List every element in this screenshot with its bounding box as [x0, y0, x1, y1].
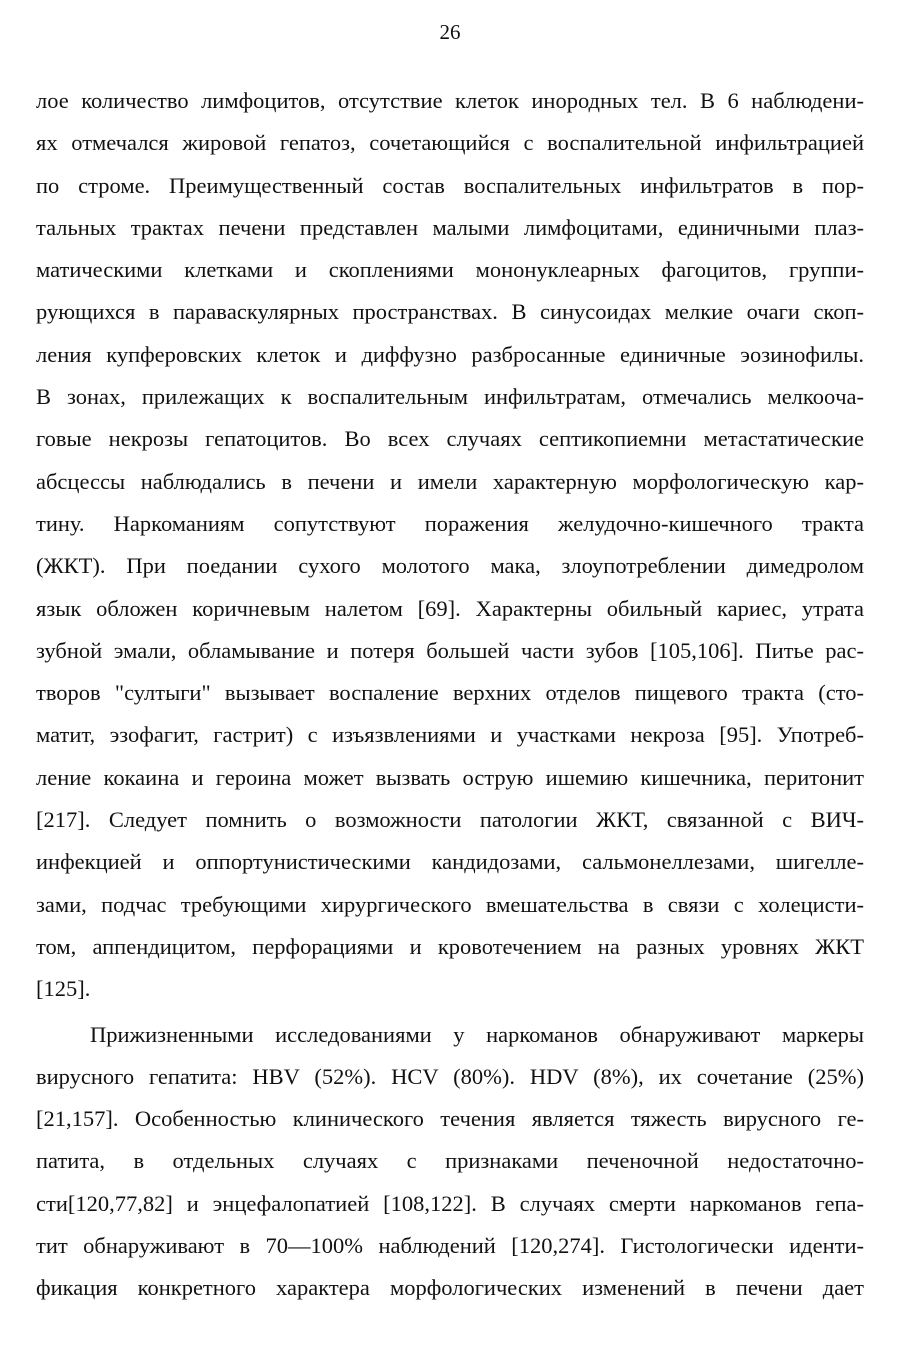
paragraph-1	[36, 80, 864, 1011]
text-line: ях отмечался жировой гепатоз, сочетающийся с воспалительной инфильтрацией	[36, 130, 864, 156]
text-line: ление кокаина и героина может вызвать острую ишемию кишечника, перитонит	[36, 764, 864, 790]
text-line: [125].	[36, 976, 91, 1002]
text-line: патита, в отдельных случаях с признаками печеночной недостаточно-	[36, 1148, 864, 1174]
text-line: говые некрозы гепатоцитов. Во всех случаях септикопиемни метастатические	[36, 426, 864, 452]
paragraph-2	[36, 1014, 864, 1310]
text-line: ления купферовских клеток и диффузно разбросанные единичные эозинофилы.	[36, 341, 864, 367]
text-line: [217]. Следует помнить о возможности патологии ЖКТ, связанной с ВИЧ-	[36, 807, 864, 833]
text-line: том, аппендицитом, перфорациями и кровотечением на разных уровнях ЖКТ	[36, 933, 864, 959]
text-line: В зонах, прилежащих к воспалительным инфильтратам, отмечались мелкоoча-	[36, 384, 864, 410]
text-line: зубной эмали, обламывание и потеря большей части зубов [105,106]. Питье рас-	[36, 637, 864, 663]
page-number: 26	[439, 20, 461, 44]
text-line: тальных трактах печени представлен малыми лимфоцитами, единичными плаз-	[36, 214, 864, 240]
text-line: сти[120,77,82] и энцефалопатией [108,122]. В случаях смерти наркоманов гепа-	[36, 1190, 864, 1216]
text-line: тит обнаруживают в 70—100% наблюдений [120,274]. Гистологически иденти-	[36, 1233, 864, 1259]
text-line: матит, эзофагит, гастрит) с изъязвлениями и участками некроза [95]. Употреб-	[36, 722, 864, 748]
text-line: зами, подчас требующими хирургического вмешательства в связи с холецисти-	[36, 891, 864, 917]
text-line: вирусного гепатита: HBV (52%). HCV (80%). HDV (8%), их сочетание (25%)	[36, 1063, 864, 1089]
text-line: фикация конкретного характера морфологических изменений в печени дает	[36, 1275, 864, 1301]
text-line: матическими клетками и скоплениями мононуклеарных фагоцитов, группи-	[36, 257, 864, 283]
text-line: язык обложен коричневым налетом [69]. Характерны обильный кариес, утрата	[36, 595, 864, 621]
text-line: [21,157]. Особенностью клинического течения является тяжесть вирусного ге-	[36, 1106, 864, 1132]
text-line: тину. Наркоманиям сопутствуют поражения желудочно-кишечного тракта	[36, 510, 864, 536]
document-body	[36, 80, 864, 1310]
text-line: рующихся в паравaскулярных пространствах. В синусоидах мелкие очаги скоп-	[36, 299, 864, 325]
text-line: творов "султыги" вызывает воспаление верхних отделов пищевого тракта (сто-	[36, 680, 864, 706]
text-line: Прижизненными исследованиями у наркоманов обнаруживают маркеры	[90, 1021, 864, 1047]
text-line: абсцессы наблюдались в печени и имели характерную морфологическую кар-	[36, 468, 864, 494]
text-line: по строме. Преимущественный состав воспалительных инфильтратов в пор-	[36, 172, 864, 198]
text-line: инфекцией и оппортунистическими кандидозами, сальмонеллезами, шигелле-	[36, 849, 864, 875]
text-line: лое количество лимфоцитов, отсутствие клеток инородных тел. В 6 наблюдени-	[36, 88, 864, 113]
text-line: (ЖКТ). При поедании сухого молотого мака, злоупотреблении димедролом	[36, 553, 864, 579]
